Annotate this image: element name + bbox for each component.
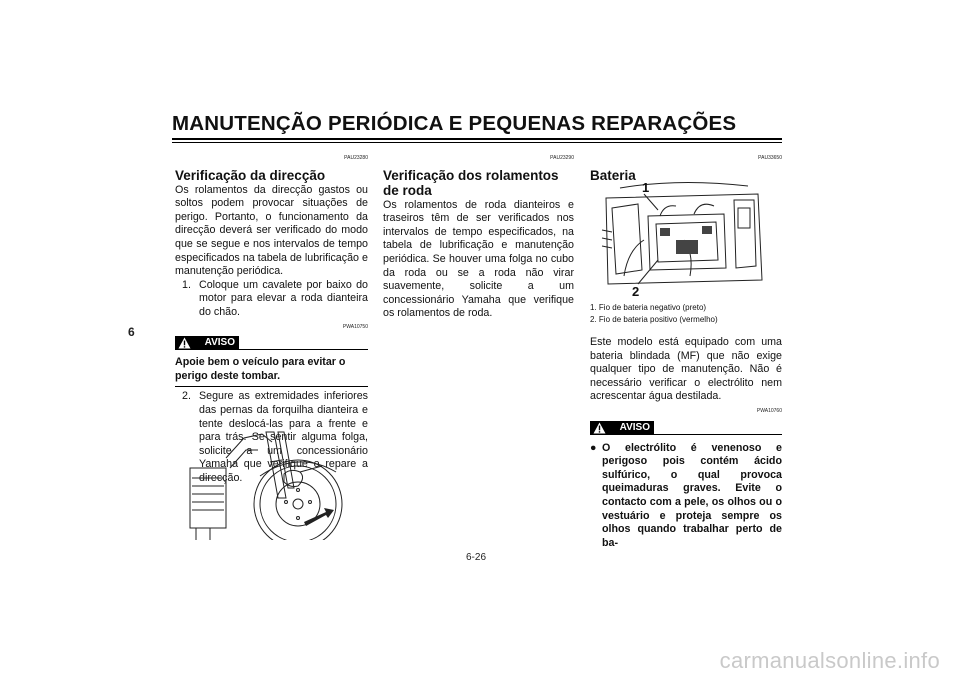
caption-text: Fio de bateria positivo (vermelho) xyxy=(598,315,718,324)
page-title: MANUTENÇÃO PERIÓDICA E PEQUENAS REPARAÇÕES xyxy=(172,112,737,135)
warning-label-box xyxy=(175,336,239,350)
column-wheel-bearings xyxy=(383,152,574,321)
column-battery xyxy=(590,152,782,183)
warning-bullet xyxy=(590,442,782,551)
warning-text: Apoie bem o veículo para evitar o perigo deste tombar. xyxy=(175,356,346,382)
section-body: Este modelo está equipado com uma bateria blindada (MF) que não exige qualquer tipo de manutenção. Não é necessário verificar o electrólito nem acrescentar água destilada. xyxy=(590,336,782,403)
warning-header xyxy=(175,336,368,352)
step-text: Coloque um cavalete por baixo do motor para elevar a roda dianteira do chão. xyxy=(199,278,368,318)
battery-text xyxy=(590,302,782,550)
caption-number: 2. xyxy=(590,315,597,324)
step-number: 1. xyxy=(182,278,191,291)
section-code: PAU23290 xyxy=(550,155,574,161)
section-heading: Verificação da direcção xyxy=(175,167,326,183)
section-heading: Verificação dos rolamentos de roda xyxy=(383,167,559,198)
watermark: carmanualsonline.info xyxy=(719,648,940,673)
warning-code: PWA10760 xyxy=(756,407,782,414)
warning-rule xyxy=(239,349,368,350)
figure-callout-2: 2 xyxy=(632,284,640,299)
warning-header xyxy=(590,421,782,437)
section-code: PAU33650 xyxy=(758,155,782,161)
warning-code: PWA10750 xyxy=(342,323,368,330)
step-text: Segure as extremidades inferiores das pernas da forquilha dianteira e tente deslocá-las para a frente e para trás. Se sentir alguma folga, solicite a um concessionário Yamaha que verifique e repare a direcção. xyxy=(199,390,368,484)
bullet-text: O electrólito é venenoso e perigoso pois contém ácido sulfúrico, o qual provoca queimaduras graves. Evite o contacto com a pele, os olhos ou o vestuário e proteja sempre os olhos quando trabalhar perto de ba- xyxy=(602,441,782,549)
warning-triangle-icon xyxy=(593,422,606,434)
figure-callout-1: 1 xyxy=(642,180,650,195)
caption-text: Fio de bateria negativo (preto) xyxy=(598,303,707,312)
front-fork-illustration xyxy=(186,428,366,540)
chapter-tab: 6 xyxy=(128,325,135,339)
section-intro: Os rolamentos da direcção gastos ou soltos podem provocar situações de perigo. Portanto, o funcionamento da direcção deverá ser verificado do modo que se segue e nos intervalos de tempo especificados na tabela de lubrificação e manutenção periódica. xyxy=(175,183,368,278)
step-number: 2. xyxy=(182,390,191,403)
figure-caption-2 xyxy=(590,314,782,326)
section-code: PAU23280 xyxy=(344,155,368,161)
section-heading: Bateria xyxy=(590,167,636,183)
warning-label: AVISO xyxy=(204,337,235,349)
section-body: Os rolamentos de roda dianteiros e traseiros têm de ser verificados nos intervalos de tempo especificados, na tabela de lubrificação e manutenção periódica. Se houver uma folga no cubo da roda ou se a roda não virar suavemente, solicite a um concessionário Yamaha que verifique os rolamentos de roda. xyxy=(383,198,574,320)
bullet-icon: ● xyxy=(590,441,597,454)
caption-number: 1. xyxy=(590,303,597,312)
warning-end-rule xyxy=(175,386,368,387)
title-rule-thick xyxy=(172,138,782,140)
warning-label-box xyxy=(590,421,654,435)
step-1 xyxy=(175,279,368,320)
warning-rule xyxy=(654,434,782,435)
page-number: 6-26 xyxy=(466,552,487,563)
figure-caption-1 xyxy=(590,302,782,314)
battery-illustration xyxy=(598,180,768,300)
warning-label: AVISO xyxy=(619,421,650,433)
warning-triangle-icon xyxy=(178,337,191,349)
title-rule-thin xyxy=(172,142,782,143)
